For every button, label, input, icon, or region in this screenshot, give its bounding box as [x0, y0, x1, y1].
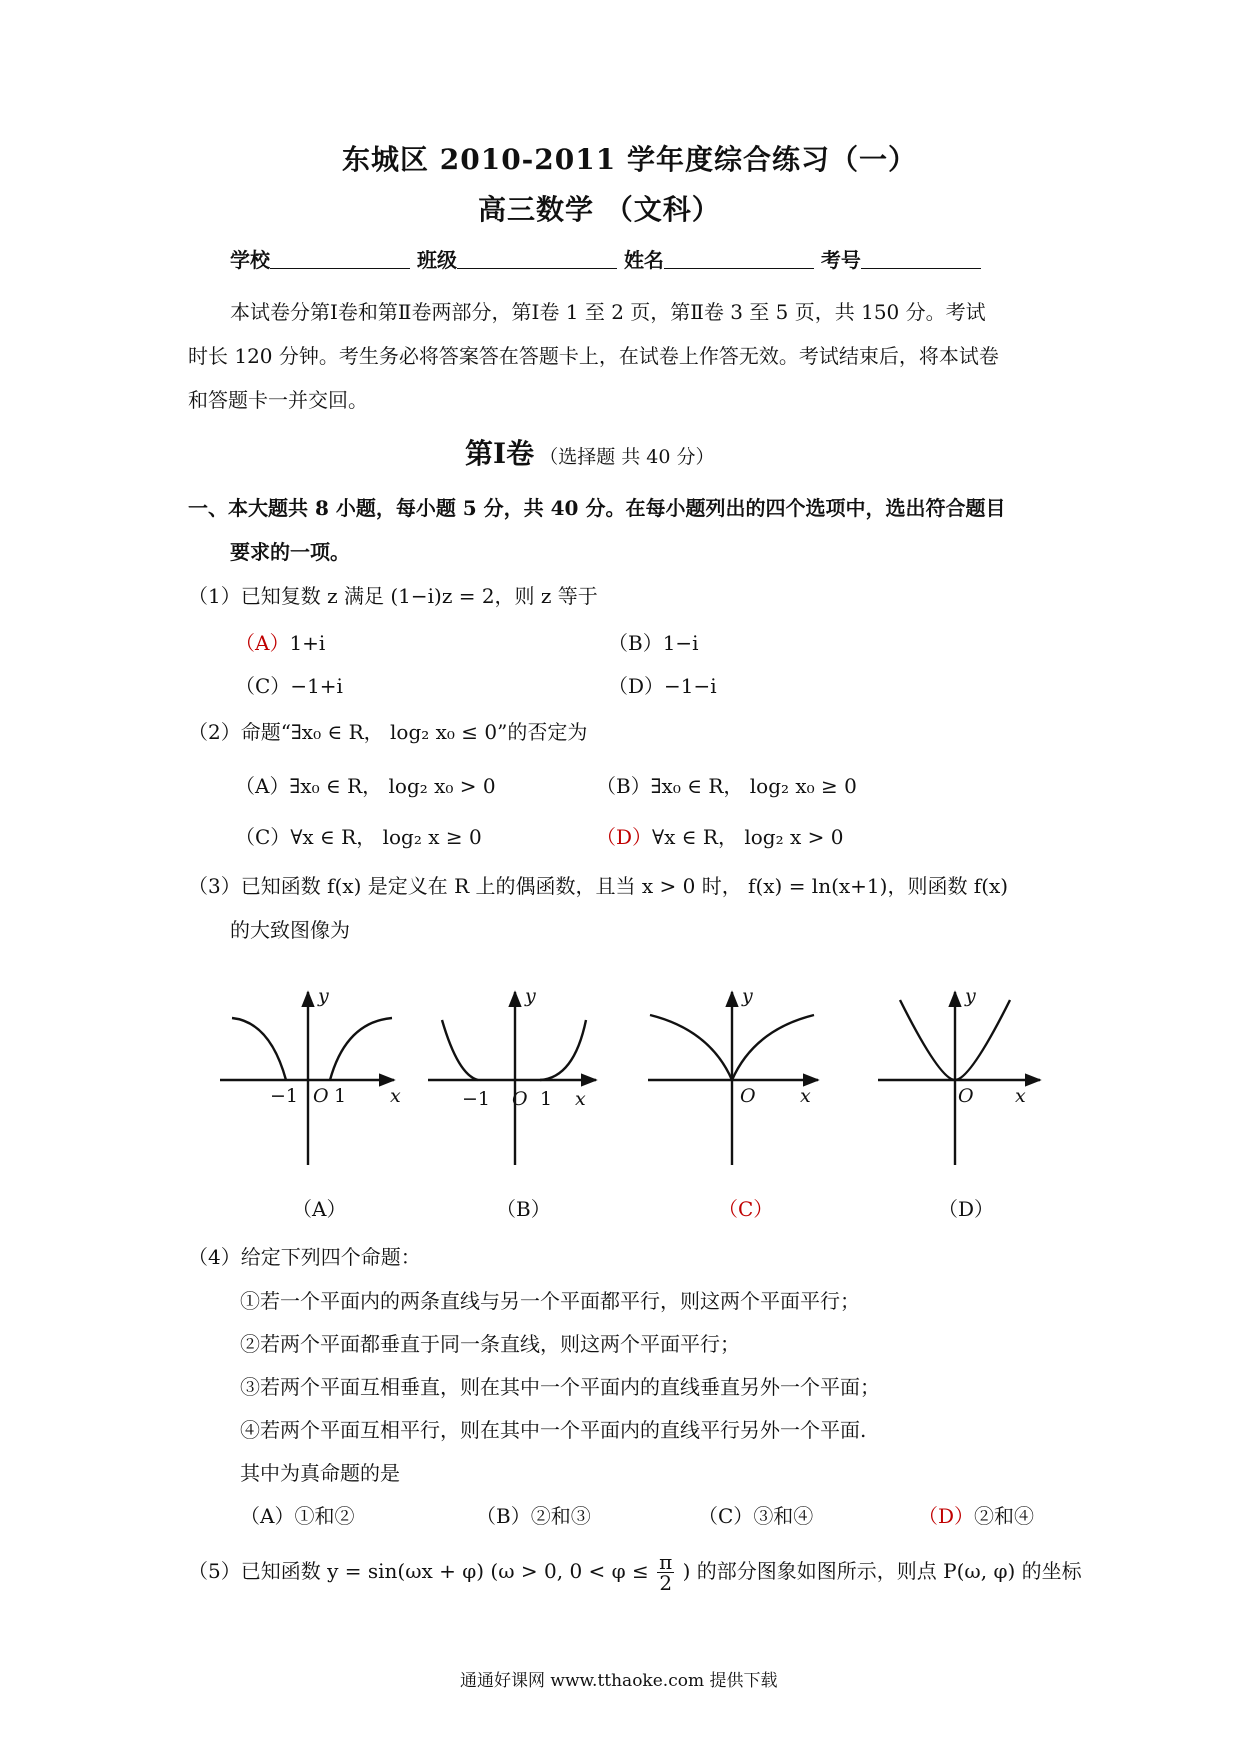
q4-option-c-text: ③和④ — [753, 1504, 814, 1528]
q2-option-b-label: （B） — [596, 774, 651, 798]
field-number-label: 考号 — [820, 248, 861, 272]
graph-b[interactable] — [428, 992, 596, 1165]
graph-a[interactable] — [220, 992, 394, 1165]
q1-stem: （1）已知复数 z 满足 (1−i)z = 2，则 z 等于 — [188, 584, 598, 608]
part1-instruction-1: 一、本大题共 8 小题，每小题 5 分，共 40 分。在每小题列出的四个选项中，选出符合题目 — [188, 496, 1006, 520]
q4-item-3: ③若两个平面互相垂直，则在其中一个平面内的直线垂直另外一个平面； — [240, 1375, 880, 1399]
q1-option-b-text: 1−i — [662, 631, 699, 655]
q1-option-b[interactable] — [608, 627, 699, 656]
q2-option-c-text: ∀x ∈ R， log₂ x ≥ 0 — [290, 825, 482, 849]
graph-a-caption: （A） — [292, 1197, 347, 1221]
section-heading — [465, 432, 715, 472]
q1-option-c-text: −1+i — [290, 674, 343, 698]
q1-option-a-text: 1+i — [289, 631, 326, 655]
graph-c-origin: O — [740, 1085, 756, 1107]
q4-item-1: ①若一个平面内的两条直线与另一个平面都平行，则这两个平面平行； — [240, 1289, 860, 1313]
q4-option-b-label: （B） — [476, 1504, 531, 1528]
q4-ask: 其中为真命题的是 — [240, 1461, 400, 1485]
q2-option-c-label: （C） — [235, 825, 291, 849]
q4-option-b-text: ②和③ — [530, 1504, 591, 1528]
graph-a-x-label: x — [390, 1085, 401, 1107]
q2-option-c[interactable] — [235, 821, 482, 850]
q5-stem — [188, 1552, 1082, 1593]
intro-line-1: 本试卷分第Ⅰ卷和第Ⅱ卷两部分，第Ⅰ卷 1 至 2 页，第Ⅱ卷 3 至 5 页，共 150 分。考试 — [230, 300, 986, 324]
q1-option-a-label: （A） — [235, 631, 290, 655]
q3-stem: （3）已知函数 f(x) 是定义在 R 上的偶函数，且当 x > 0 时， f(x) = ln(x+1)，则函数 f(x) — [188, 874, 1009, 898]
student-info-fields — [230, 244, 981, 273]
q4-option-c[interactable] — [698, 1500, 813, 1529]
q2-option-a-label: （A） — [235, 774, 290, 798]
part1-instruction-2: 要求的一项。 — [230, 540, 350, 564]
field-class-blank[interactable] — [457, 248, 617, 269]
field-class-label: 班级 — [416, 248, 457, 272]
intro-line-2: 时长 120 分钟。考生务必将答案答在答题卡上，在试卷上作答无效。考试结束后，将本试卷 — [188, 344, 999, 368]
q1-option-b-label: （B） — [608, 631, 663, 655]
exam-title: 东城区 2010-2011 学年度综合练习（一） — [342, 143, 917, 176]
graph-d[interactable] — [878, 992, 1040, 1165]
q5-fraction-denominator: 2 — [659, 1571, 673, 1595]
q4-option-d-label: （D） — [918, 1504, 975, 1528]
field-name-blank[interactable] — [664, 248, 814, 269]
graph-c-x-label: x — [800, 1085, 811, 1107]
q4-stem: （4）给定下列四个命题： — [188, 1245, 421, 1269]
field-number-blank[interactable] — [861, 248, 981, 269]
graph-b-caption: （B） — [496, 1197, 551, 1221]
q5-stem-part1: （5）已知函数 y = sin(ωx + φ) (ω > 0, 0 < φ ≤ — [188, 1559, 656, 1583]
graph-d-x-label: x — [1015, 1085, 1026, 1107]
q5-fraction-numerator: π — [659, 1550, 673, 1574]
q4-option-d-text: ②和④ — [974, 1504, 1035, 1528]
q4-option-c-label: （C） — [698, 1504, 754, 1528]
q3-graphs — [0, 980, 1240, 1220]
q2-option-a[interactable] — [235, 770, 496, 799]
section-note: （选择题 共 40 分） — [539, 446, 715, 468]
q2-option-d-label: （D） — [596, 825, 653, 849]
section-title: 第Ⅰ卷 — [465, 437, 535, 470]
graph-b-x-label: x — [575, 1088, 586, 1110]
q4-option-a[interactable] — [240, 1500, 354, 1529]
q1-option-d-text: −1−i — [664, 674, 717, 698]
graph-d-origin: O — [958, 1085, 974, 1107]
q1-option-c[interactable] — [235, 670, 343, 699]
q2-option-d[interactable] — [596, 821, 843, 850]
graph-b-y-label: y — [525, 985, 536, 1007]
q4-option-a-label: （A） — [240, 1504, 295, 1528]
graph-c-caption: （C） — [718, 1197, 774, 1221]
q2-stem: （2）命题“∃x₀ ∈ R， log₂ x₀ ≤ 0”的否定为 — [188, 720, 588, 744]
graph-a-pos1: 1 — [334, 1085, 347, 1107]
graph-b-neg1: −1 — [462, 1088, 491, 1110]
graph-a-origin: O — [313, 1085, 329, 1107]
q4-option-d[interactable] — [918, 1500, 1034, 1529]
graph-a-y-label: y — [318, 985, 329, 1007]
q4-item-4: ④若两个平面互相平行，则在其中一个平面内的直线平行另外一个平面. — [240, 1418, 867, 1442]
q5-stem-part2: ) 的部分图象如图所示，则点 P(ω, φ) 的坐标 — [682, 1559, 1082, 1583]
graph-b-pos1: 1 — [540, 1088, 553, 1110]
field-name-label: 姓名 — [623, 248, 664, 272]
exam-subtitle: 高三数学 （文科） — [478, 193, 721, 226]
graph-c-y-label: y — [742, 985, 753, 1007]
q3-stem-2: 的大致图像为 — [230, 918, 350, 942]
graph-a-neg1: −1 — [270, 1085, 299, 1107]
q1-option-d-label: （D） — [608, 674, 665, 698]
q4-option-a-text: ①和② — [294, 1504, 355, 1528]
q2-option-d-text: ∀x ∈ R， log₂ x > 0 — [652, 825, 844, 849]
page-footer: 通通好课网 www.tthaoke.com 提供下载 — [460, 1671, 778, 1691]
intro-line-3: 和答题卡一并交回。 — [188, 388, 368, 412]
q2-option-b[interactable] — [596, 770, 857, 799]
graph-c[interactable] — [648, 992, 818, 1165]
field-school-label: 学校 — [230, 248, 270, 272]
q5-fraction — [657, 1552, 674, 1593]
field-school-blank[interactable] — [270, 248, 410, 269]
graph-d-caption: （D） — [938, 1197, 995, 1221]
q2-option-a-text: ∃x₀ ∈ R， log₂ x₀ > 0 — [289, 774, 496, 798]
q4-item-2: ②若两个平面都垂直于同一条直线，则这两个平面平行； — [240, 1332, 740, 1356]
graph-b-origin: O — [512, 1088, 528, 1110]
q1-option-d[interactable] — [608, 670, 717, 699]
q4-option-b[interactable] — [476, 1500, 591, 1529]
q1-option-c-label: （C） — [235, 674, 291, 698]
q2-option-b-text: ∃x₀ ∈ R， log₂ x₀ ≥ 0 — [650, 774, 857, 798]
graph-d-y-label: y — [965, 985, 976, 1007]
q1-option-a[interactable] — [235, 627, 325, 656]
